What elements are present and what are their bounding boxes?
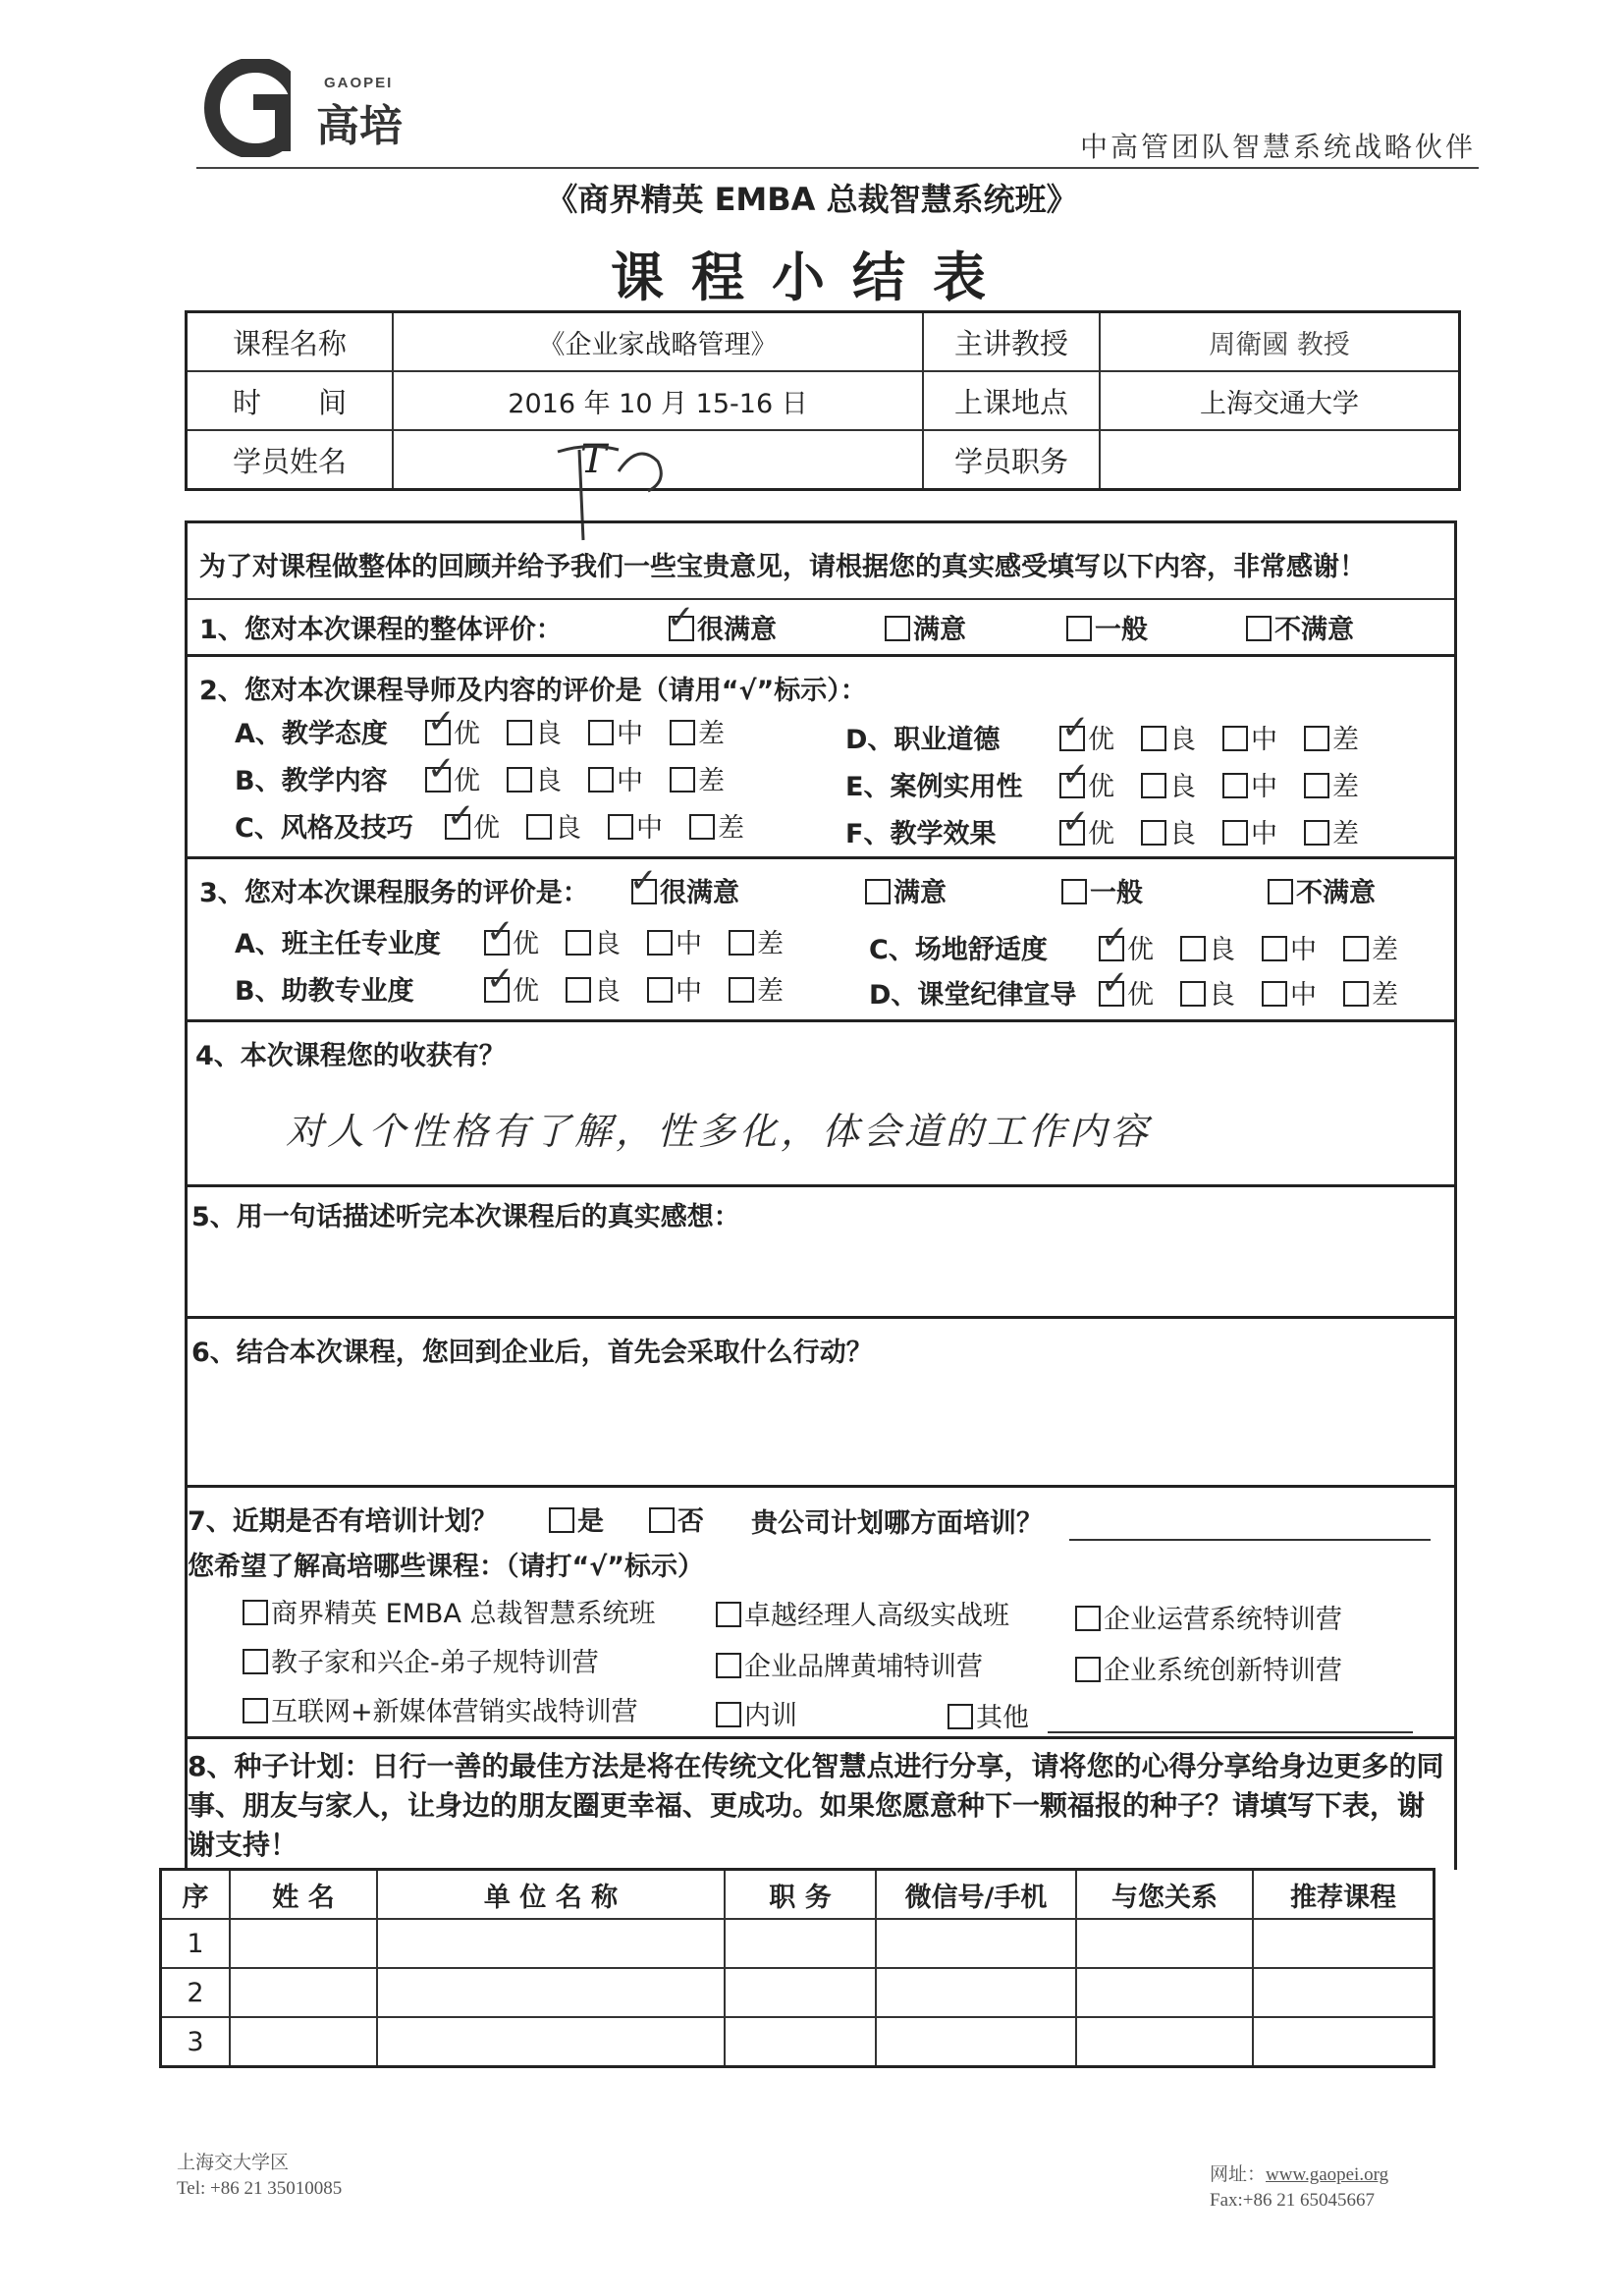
intro-text: 为了对课程做整体的回顾并给予我们一些宝贵意见，请根据您的真实感受填写以下内容，非常感谢！ xyxy=(199,552,1366,582)
location-value[interactable]: 上海交通大学 xyxy=(1100,371,1460,430)
q2-grade-options[interactable]: 优 良 中 差 xyxy=(425,759,725,797)
course-info-table xyxy=(185,310,1461,491)
q1-label: 1、您对本次课程的整体评价： xyxy=(199,615,563,645)
col-header: 序 xyxy=(161,1870,231,1920)
q3-row-label: C、场地舒适度 xyxy=(869,935,1048,965)
col-header: 与您关系 xyxy=(1076,1870,1253,1920)
table-cell[interactable] xyxy=(1253,1919,1435,1968)
q2-row-label: B、教学内容 xyxy=(235,766,388,796)
q3-option-satisfied[interactable]: 满意 xyxy=(865,871,947,909)
table-row xyxy=(161,1919,1435,1968)
q2-row-label: E、案例实用性 xyxy=(845,772,1023,802)
q7-section xyxy=(185,1485,1457,1736)
course-option[interactable]: 企业系统创新特训营 xyxy=(1075,1649,1342,1687)
q7-label2: 您希望了解高培哪些课程：（请打“√”标示） xyxy=(188,1552,704,1582)
checkmark-icon: ✓ xyxy=(486,959,514,999)
table-cell[interactable] xyxy=(377,1919,725,1968)
course-option[interactable]: 互联网+新媒体营销实战特训营 xyxy=(243,1690,638,1728)
course-option[interactable]: 商界精英 EMBA 总裁智慧系统班 xyxy=(243,1592,656,1630)
checkbox[interactable] xyxy=(1066,616,1092,641)
q1-option-unsatisfied[interactable]: 不满意 xyxy=(1246,608,1354,646)
time-value[interactable]: 2016 年 10 月 15-16 日 xyxy=(393,371,923,430)
q3-row-label: B、助教专业度 xyxy=(235,976,414,1007)
table-cell[interactable] xyxy=(876,1919,1076,1968)
q1-option-satisfied[interactable]: 满意 xyxy=(885,608,966,646)
q3-row-label: D、课堂纪律宣导 xyxy=(869,980,1077,1011)
q7-yes-option[interactable]: 是 xyxy=(549,1500,604,1538)
col-header: 推荐课程 xyxy=(1253,1870,1435,1920)
q2-row-label: C、风格及技巧 xyxy=(235,813,413,844)
time-label: 时 间 xyxy=(187,371,394,430)
checkmark-icon: ✓ xyxy=(1061,708,1090,747)
col-header: 微信号/手机 xyxy=(876,1870,1076,1920)
q4-answer[interactable]: 对人个性格有了解，性多化，体会道的工作内容 xyxy=(286,1110,1153,1153)
course-name-value[interactable]: 《企业家战略管理》 xyxy=(393,312,923,372)
seed-plan-table xyxy=(159,1868,1435,2068)
table-cell[interactable] xyxy=(876,2017,1076,2067)
checkbox[interactable] xyxy=(1246,616,1272,641)
course-option[interactable]: 内训 xyxy=(716,1694,797,1732)
checkmark-icon: ✓ xyxy=(629,861,658,901)
q2-grade-options[interactable]: 优 良 中 差 xyxy=(1059,765,1359,803)
fax-text: Fax:+86 21 65045667 xyxy=(1210,2190,1375,2211)
q5-section xyxy=(185,1184,1457,1316)
q1-option-very-satisfied[interactable]: 很满意 xyxy=(669,608,777,646)
tel-text: Tel: +86 21 35010085 xyxy=(177,2178,343,2199)
row-index: 1 xyxy=(161,1919,231,1968)
table-cell[interactable] xyxy=(377,1968,725,2017)
table-cell[interactable] xyxy=(1076,2017,1253,2067)
q2-row-label: D、职业道德 xyxy=(845,725,1001,755)
table-cell[interactable] xyxy=(1076,1919,1253,1968)
q8-section xyxy=(185,1736,1457,1870)
q7-no-option[interactable]: 否 xyxy=(649,1500,704,1538)
checkmark-icon: ✓ xyxy=(427,749,456,789)
checkmark-icon: ✓ xyxy=(427,702,456,741)
subtitle: 《商界精英 EMBA 总裁智慧系统班》 xyxy=(546,181,1078,218)
course-option[interactable]: 卓越经理人高级实战班 xyxy=(716,1594,1009,1632)
checkmark-icon: ✓ xyxy=(1101,963,1129,1003)
q3-grade-options[interactable]: 优 良 中 差 xyxy=(484,922,784,960)
campus-text: 上海交大学区 xyxy=(177,2153,290,2173)
col-header: 职 务 xyxy=(725,1870,876,1920)
q3-grade-options[interactable]: 优 良 中 差 xyxy=(1099,928,1398,966)
location-label: 上课地点 xyxy=(923,371,1100,430)
slogan: 中高管团队智慧系统战略伙伴 xyxy=(1080,131,1477,163)
q3-row-label: A、班主任专业度 xyxy=(235,929,441,959)
other-input-line[interactable] xyxy=(1048,1731,1413,1733)
table-header-row xyxy=(161,1870,1435,1920)
gaopei-logo-icon xyxy=(196,59,324,157)
q7-which-input-line[interactable] xyxy=(1069,1539,1431,1541)
table-cell[interactable] xyxy=(1253,1968,1435,2017)
q2-label: 2、您对本次课程导师及内容的评价是（请用“√”标示）： xyxy=(199,676,867,706)
position-value[interactable] xyxy=(1100,430,1460,490)
table-cell[interactable] xyxy=(876,1968,1076,2017)
checkmark-icon: ✓ xyxy=(1061,802,1090,842)
q2-grade-options[interactable]: 优 良 中 差 xyxy=(425,712,725,750)
q3-option-very-satisfied[interactable]: 很满意 xyxy=(631,871,739,909)
q5-label: 5、用一句话描述听完本次课程后的真实感想： xyxy=(191,1202,740,1232)
table-cell[interactable] xyxy=(725,2017,876,2067)
q4-label: 4、本次课程您的收获有？ xyxy=(195,1041,506,1071)
footer-contact-right xyxy=(1210,2162,1388,2214)
header-divider xyxy=(196,167,1479,169)
q6-section xyxy=(185,1316,1457,1485)
student-name-label: 学员姓名 xyxy=(187,430,394,490)
table-cell[interactable] xyxy=(1076,1968,1253,2017)
table-cell[interactable] xyxy=(230,1919,377,1968)
course-option[interactable]: 企业运营系统特训营 xyxy=(1075,1598,1342,1636)
website-label: 网址： xyxy=(1210,2164,1267,2185)
row-index: 3 xyxy=(161,2017,231,2067)
table-row xyxy=(161,1968,1435,2017)
table-cell[interactable] xyxy=(377,2017,725,2067)
course-option[interactable]: 企业品牌黄埔特训营 xyxy=(716,1645,983,1683)
q4-section xyxy=(185,1019,1457,1184)
intro-and-q1-section xyxy=(185,520,1457,654)
q7-label: 7、近期是否有培训计划？ xyxy=(188,1506,498,1537)
q7-which-label: 贵公司计划哪方面培训？ xyxy=(751,1508,1043,1539)
checkbox[interactable] xyxy=(885,616,910,641)
course-option[interactable]: 其他 xyxy=(947,1696,1029,1734)
table-cell[interactable] xyxy=(230,2017,377,2067)
q2-grade-options[interactable]: 优 良 中 差 xyxy=(1059,812,1359,850)
q2-row-label: F、教学效果 xyxy=(845,819,997,849)
course-option[interactable]: 教子家和兴企-弟子规特训营 xyxy=(243,1641,599,1679)
table-cell[interactable] xyxy=(1253,2017,1435,2067)
q3-label: 3、您对本次课程服务的评价是： xyxy=(199,878,589,908)
checkmark-icon: ✓ xyxy=(1101,918,1129,957)
table-cell[interactable] xyxy=(230,1968,377,2017)
q2-section xyxy=(185,654,1457,856)
lecturer-label: 主讲教授 xyxy=(923,312,1100,372)
q1-option-average[interactable]: 一般 xyxy=(1066,608,1148,646)
col-header: 单 位 名 称 xyxy=(377,1870,725,1920)
lecturer-value[interactable]: 周衛國 教授 xyxy=(1100,312,1460,372)
website-link[interactable]: www.gaopei.org xyxy=(1266,2164,1389,2185)
col-header: 姓 名 xyxy=(230,1870,377,1920)
q8-text: 8、种子计划：日行一善的最佳方法是将在传统文化智慧点进行分享，请将您的心得分享给身边更多的同事、朋友与家人，让身边的朋友圈更幸福、更成功。如果您愿意种下一颗福报的种子？请填写下表，谢谢支持！ xyxy=(188,1750,1444,1861)
checkmark-icon: ✓ xyxy=(486,912,514,952)
q3-grade-options[interactable]: 优 良 中 差 xyxy=(484,969,784,1008)
q3-grade-options[interactable]: 优 良 中 差 xyxy=(1099,973,1398,1011)
brand-cn: 高培 xyxy=(316,101,403,151)
checkmark-icon: ✓ xyxy=(447,796,475,836)
student-name-value[interactable]: T xyxy=(393,430,923,490)
divider xyxy=(188,598,1454,600)
checkmark-icon: ✓ xyxy=(1061,755,1090,794)
brand-latin: GAOPEI xyxy=(324,75,394,91)
q6-label: 6、结合本次课程，您回到企业后，首先会采取什么行动？ xyxy=(191,1338,873,1368)
q3-section xyxy=(185,856,1457,1019)
q3-option-unsatisfied[interactable]: 不满意 xyxy=(1268,871,1376,909)
footer-contact-left xyxy=(177,2151,342,2202)
table-cell[interactable] xyxy=(725,1968,876,2017)
row-index: 2 xyxy=(161,1968,231,2017)
position-label: 学员职务 xyxy=(923,430,1100,490)
table-row xyxy=(161,2017,1435,2067)
course-name-label: 课程名称 xyxy=(187,312,394,372)
table-cell[interactable] xyxy=(725,1919,876,1968)
q2-row-label: A、教学态度 xyxy=(235,719,388,749)
checkmark-icon: ✓ xyxy=(667,598,695,637)
q2-grade-options[interactable]: 优 良 中 差 xyxy=(1059,718,1359,756)
q3-option-average[interactable]: 一般 xyxy=(1061,871,1143,909)
page-title: 课程小结表 xyxy=(611,246,1013,308)
q2-grade-options[interactable]: 优 良 中 差 xyxy=(445,806,744,845)
